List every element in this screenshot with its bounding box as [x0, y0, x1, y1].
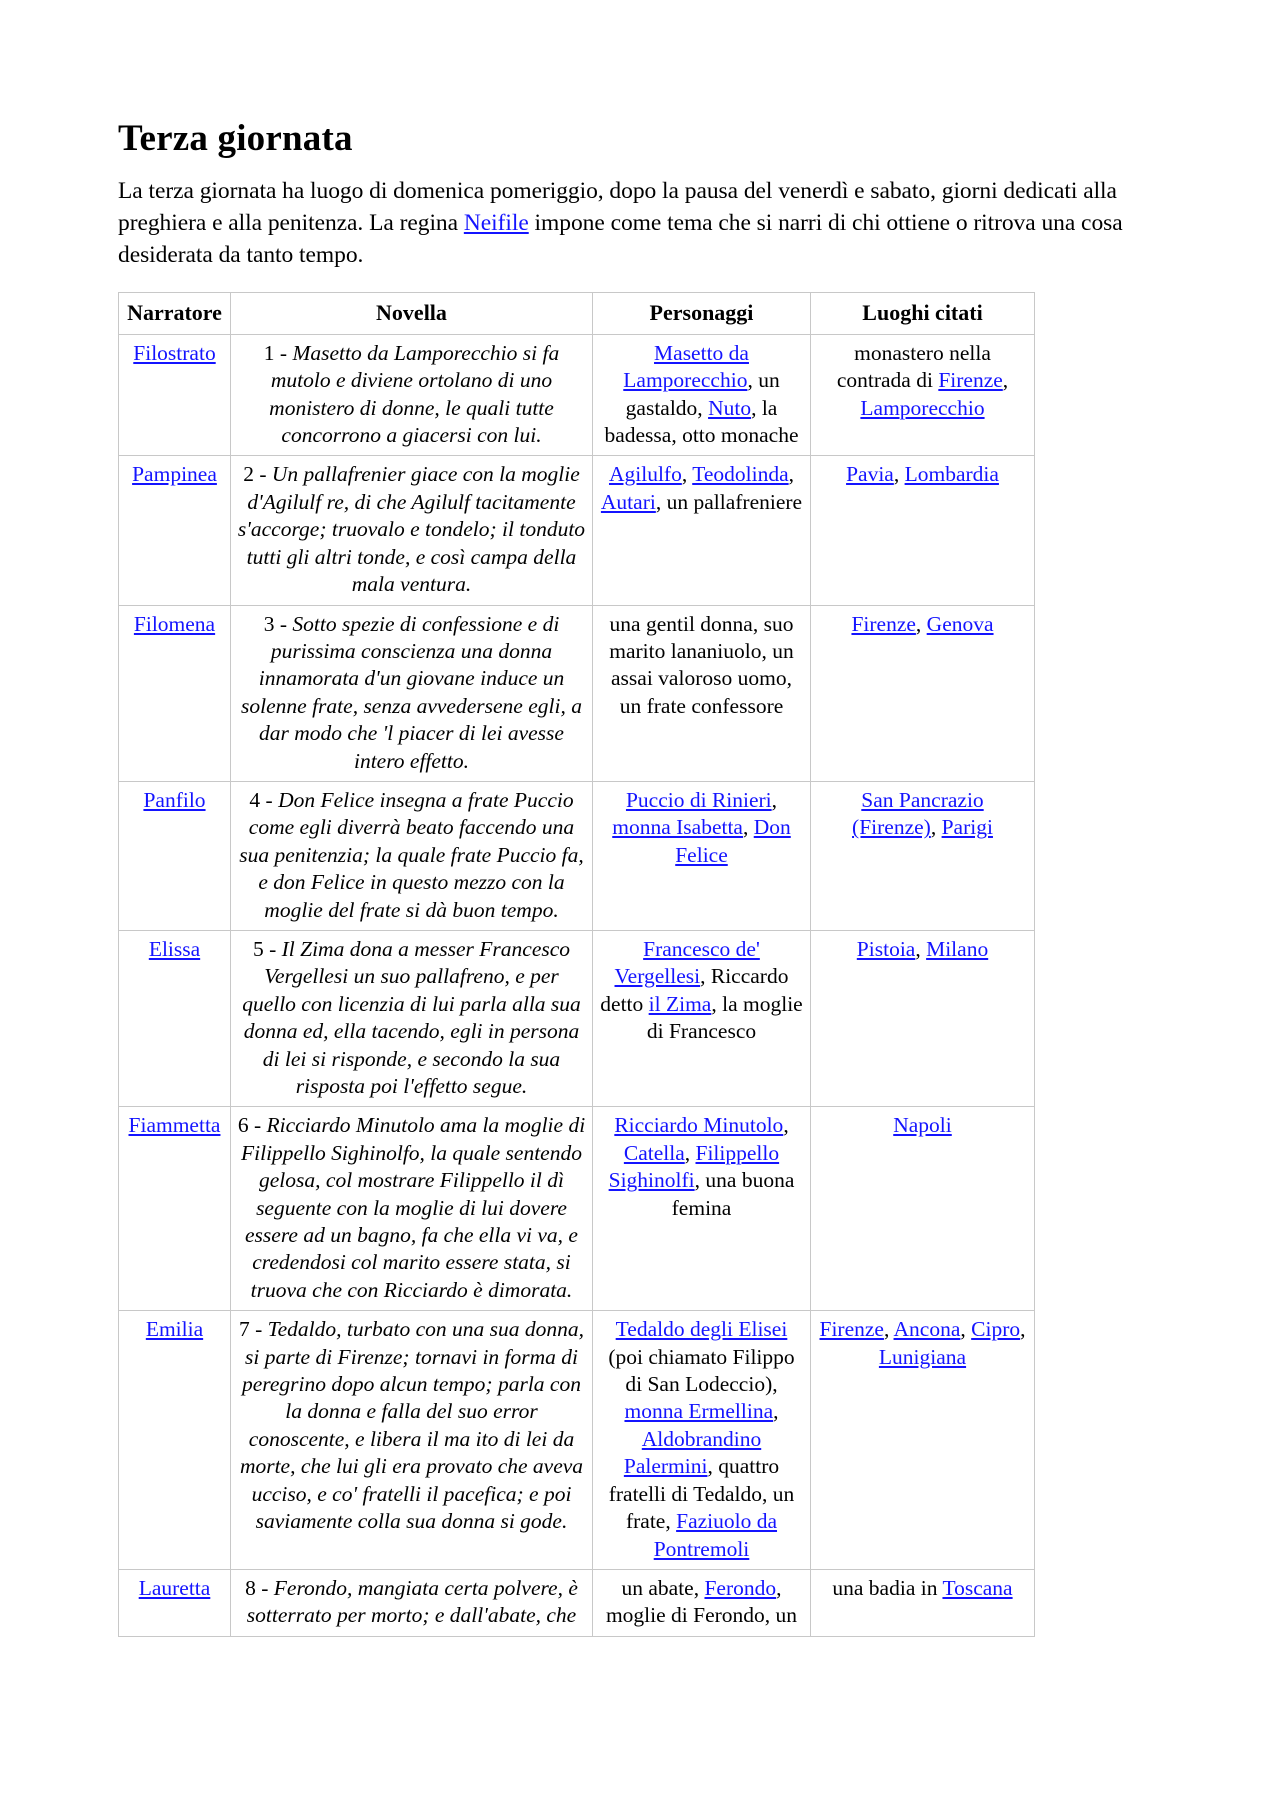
text-run: Ferondo, mangiata certa polvere, è sotterrato per morto; e dall'abate, che: [246, 1575, 578, 1628]
text-run: Masetto da Lamporecchio si fa mutolo e diviene ortolano di uno monistero di donne, le quali tutte concorrono a giacersi con lui.: [269, 340, 560, 448]
wiki-link[interactable]: monna Isabetta: [612, 815, 743, 840]
page-title: Terza giornata: [118, 118, 353, 159]
cell-personaggi: [593, 930, 811, 1106]
table-row: [119, 1569, 1035, 1636]
text-run: impone come tema che si narri di chi ottiene o ritrova una cosa desiderata da tanto tempo.: [118, 209, 1123, 269]
wiki-link[interactable]: Firenze: [851, 611, 916, 636]
cell-narratore: [119, 930, 231, 1106]
wiki-link[interactable]: Filostrato: [133, 340, 216, 365]
text-run: ,: [742, 815, 754, 840]
text-run: 1 -: [263, 340, 293, 365]
wiki-link[interactable]: San Pancrazio (Firenze): [852, 787, 984, 840]
text-run: ,: [915, 936, 927, 961]
wiki-link[interactable]: Filomena: [133, 611, 216, 636]
cell-personaggi: [593, 1569, 811, 1636]
text-run: 5 -: [252, 936, 282, 961]
wiki-link[interactable]: Ancona: [893, 1317, 961, 1342]
text-run: ,: [915, 611, 927, 636]
text-run: Un pallafrenier giace con la moglie d'Agilulf re, di che Agilulf tacitamente s'accorge; truovalo e tondelo; il tonduto tutti gli altri tonde, e così campa della mala ventura.: [237, 462, 586, 597]
wiki-link[interactable]: Pampinea: [132, 462, 217, 487]
text-run: Sotto spezie di confessione e di purissima conscienza una donna innamorata d'un giovane induce un solenne frate, senza avvedersene egli, a dar modo che 'l piacer di lei avesse intero effetto.: [241, 611, 582, 773]
cell-narratore: [119, 1311, 231, 1570]
wiki-link[interactable]: Nuto: [708, 395, 752, 420]
wiki-link[interactable]: Aldobrandino Palermini: [623, 1426, 762, 1479]
text-run: ,: [684, 1140, 696, 1165]
text-run: Don Felice insegna a frate Puccio come egli diverrà beato faccendo una sua penitenzia; la quale frate Puccio fa, e don Felice in questo mezzo con la moglie del frate si dà buon tempo.: [239, 787, 584, 922]
cell-personaggi: [593, 605, 811, 781]
wiki-link[interactable]: Filippello Sighinolfi: [608, 1140, 780, 1193]
cell-novella: [231, 1311, 593, 1570]
column-header-narratore: Narratore: [119, 292, 231, 334]
text-run: assai valoroso: [611, 666, 733, 691]
text-run: ,: [771, 787, 778, 812]
wiki-link[interactable]: Tedaldo degli Elisei: [615, 1317, 788, 1342]
wiki-link[interactable]: Lunigiana: [878, 1344, 967, 1369]
cell-novella: [231, 930, 593, 1106]
cell-novella: [231, 1569, 593, 1636]
cell-personaggi: [593, 334, 811, 456]
cell-narratore: [119, 334, 231, 456]
wiki-link[interactable]: Fiammetta: [128, 1113, 221, 1138]
table-header-row: [119, 292, 1035, 334]
text-run: ,: [773, 1399, 779, 1424]
text-run: , quattro fratelli di Tedaldo, un frate,: [608, 1454, 795, 1534]
text-run: una gentil donna, suo marito lananiuolo, un: [609, 611, 794, 663]
text-run: un abate,: [621, 1575, 705, 1600]
table-row: [119, 781, 1035, 930]
table-row: [119, 334, 1035, 456]
text-run: buona femina: [671, 1168, 795, 1220]
text-run: ,: [930, 815, 942, 840]
text-run: 6 -: [237, 1113, 267, 1138]
text-run: 4 -: [249, 787, 279, 812]
cell-novella: [231, 781, 593, 930]
wiki-link[interactable]: Emilia: [145, 1317, 204, 1342]
text-run: , moglie di Ferondo, un: [605, 1575, 798, 1628]
text-run: , la badessa, otto monache: [604, 395, 799, 448]
text-run: La terza giornata ha luogo di domenica pomeriggio, dopo la pausa del venerdì e sabato, giorni dedicati alla preghiera e alla penitenza. La regina: [118, 177, 1117, 236]
cell-novella: [231, 1107, 593, 1311]
text-run: ,: [681, 462, 693, 487]
text-run: monastero nella contrada di: [836, 340, 991, 393]
wiki-link[interactable]: Pistoia: [856, 936, 916, 961]
column-header-luoghi-citati: Luoghi citati: [811, 292, 1035, 334]
text-run: Filippo di San Lodeccio: [625, 1344, 795, 1397]
cell-luoghi-citati: [811, 605, 1035, 781]
text-run: ),: [765, 1372, 778, 1397]
cell-narratore: [119, 781, 231, 930]
wiki-link[interactable]: Neifile: [463, 209, 529, 236]
text-run: 8 -: [245, 1575, 274, 1600]
text-run: ,: [893, 462, 905, 487]
cell-personaggi: [593, 1311, 811, 1570]
wiki-link[interactable]: Ferondo: [704, 1575, 777, 1600]
cell-personaggi: [593, 456, 811, 605]
wiki-link[interactable]: Francesco de' Vergellesi: [614, 936, 760, 989]
text-run: ,: [960, 1317, 972, 1342]
text-run: ,: [788, 462, 795, 487]
text-run: 3 -: [263, 611, 293, 636]
cell-personaggi: [593, 781, 811, 930]
text-run: 7 -: [238, 1317, 268, 1342]
text-run: , un pallafreniere: [655, 489, 803, 514]
cell-luoghi-citati: [811, 1569, 1035, 1636]
table-body: [119, 334, 1035, 1636]
wiki-link[interactable]: Ricciardo Minutolo: [614, 1113, 784, 1138]
text-run: Il Zima dona a messer Francesco Vergellesi un suo pallafreno, e per quello con licenzia di lui parla alla sua donna ed, ella tacendo, egli in persona di lei si risponde, e secondo la sua risposta poi l'effetto segue.: [242, 936, 581, 1099]
cell-luoghi-citati: [811, 781, 1035, 930]
cell-luoghi-citati: [811, 1311, 1035, 1570]
wiki-link[interactable]: Parigi: [941, 815, 993, 840]
wiki-link[interactable]: il Zima: [648, 991, 712, 1016]
wiki-link[interactable]: Firenze: [938, 368, 1003, 393]
cell-narratore: [119, 456, 231, 605]
wiki-link[interactable]: Genova: [926, 611, 994, 636]
wiki-link[interactable]: Masetto da Lamporecchio: [623, 340, 749, 393]
text-run: una badia in: [832, 1575, 943, 1600]
intro-paragraph: [118, 175, 1160, 272]
wiki-link[interactable]: Catella: [623, 1140, 685, 1165]
cell-novella: [231, 334, 593, 456]
wiki-link[interactable]: Panfilo: [143, 787, 206, 812]
text-run: , una: [694, 1168, 742, 1193]
novelle-table: [118, 292, 1035, 1637]
wiki-link[interactable]: Autari: [600, 489, 656, 514]
text-run: Tedaldo, turbato con una sua donna, si parte di Firenze; tornavi in forma di peregrino dopo alcun tempo; parla con la donna e falla del suo error conoscente, e libera il ma ito di lei da morte, che lui gli era provato che aveva ucciso, e co' fratelli il pacefica; e poi saviamente colla sua donna si gode.: [239, 1317, 585, 1534]
wiki-link[interactable]: Milano: [926, 936, 989, 961]
wiki-link[interactable]: Lamporecchio: [860, 395, 985, 420]
wiki-link[interactable]: Elissa: [148, 936, 201, 961]
text-run: ,: [1020, 1317, 1026, 1342]
cell-luoghi-citati: [811, 456, 1035, 605]
text-run: (poi chiamato: [608, 1344, 733, 1369]
table-row: [119, 605, 1035, 781]
text-run: 2 -: [243, 462, 272, 487]
cell-narratore: [119, 1569, 231, 1636]
text-run: uomo, un frate confessore: [619, 666, 792, 718]
wiki-link[interactable]: monna Ermellina: [624, 1399, 774, 1424]
text-run: ,: [1002, 368, 1009, 393]
wiki-link[interactable]: Cipro: [971, 1317, 1021, 1342]
cell-narratore: [119, 605, 231, 781]
wiki-link[interactable]: Lombardia: [904, 462, 999, 487]
table-row: [119, 456, 1035, 605]
table-header: [119, 292, 1035, 334]
cell-luoghi-citati: [811, 334, 1035, 456]
table-row: [119, 930, 1035, 1106]
cell-novella: [231, 456, 593, 605]
cell-luoghi-citati: [811, 1107, 1035, 1311]
column-header-personaggi: Personaggi: [593, 292, 811, 334]
wiki-link[interactable]: Agilulfo: [608, 462, 682, 487]
cell-personaggi: [593, 1107, 811, 1311]
wiki-link[interactable]: Puccio di Rinieri: [625, 787, 772, 812]
wiki-link[interactable]: Pavia: [846, 462, 894, 487]
text-run: Ricciardo Minutolo ama la moglie di Filippello Sighinolfo, la quale sentendo gelosa, col mostrare Filippello il dì seguente con la moglie di lui dovere essere ad un bagno, fa che ella vi va, e credendosi col marito essere stata, si truova che con Ricciardo è dimorata.: [241, 1113, 586, 1302]
text-run: , un gastaldo,: [625, 368, 780, 420]
wiki-link[interactable]: Napoli: [893, 1113, 952, 1138]
text-run: ,: [883, 1317, 894, 1342]
wiki-link[interactable]: Teodolinda: [692, 462, 789, 487]
cell-narratore: [119, 1107, 231, 1311]
table-row: [119, 1311, 1035, 1570]
wiki-link[interactable]: Toscana: [942, 1575, 1013, 1600]
text-run: , la moglie di Francesco: [646, 991, 803, 1044]
wiki-link[interactable]: Firenze: [819, 1317, 884, 1342]
wiki-link[interactable]: Lauretta: [138, 1575, 211, 1600]
cell-luoghi-citati: [811, 930, 1035, 1106]
table-row: [119, 1107, 1035, 1311]
wiki-link[interactable]: Faziuolo da Pontremoli: [653, 1509, 778, 1561]
text-run: ,: [783, 1113, 789, 1138]
column-header-novella: Novella: [231, 292, 593, 334]
text-run: , Riccardo detto: [600, 964, 789, 1016]
wiki-link[interactable]: Don Felice: [675, 815, 791, 867]
cell-novella: [231, 605, 593, 781]
